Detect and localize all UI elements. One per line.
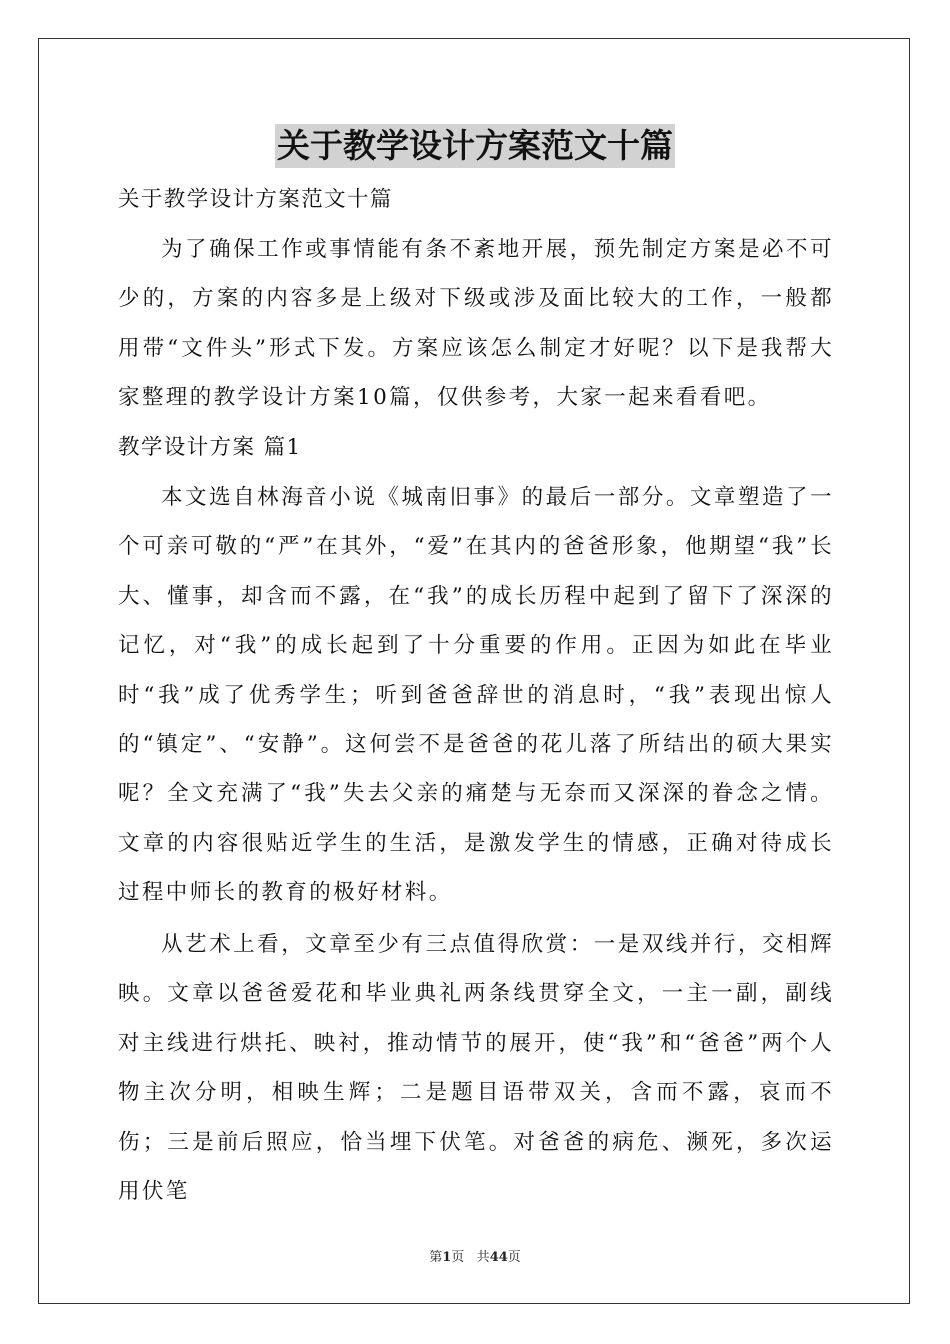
intro-paragraph: 为了确保工作或事情能有条不紊地开展，预先制定方案是必不可少的，方案的内容多是上级对下级或涉及面比较大的工作，一般都用带“文件头”形式下发。方案应该怎么制定才好呢？以下是我帮大家整理的教学设计方案10篇，仅供参考，大家一起来看看吧。 [118,237,834,411]
total-pages: 44 [489,1250,508,1265]
document-subtitle: 关于教学设计方案范文十篇 [118,187,393,212]
total-label-suffix: 页 [507,1250,521,1265]
body-paragraph-2: 从艺术上看，文章至少有三点值得欣赏：一是双线并行，交相辉映。文章以爸爸爱花和毕业典礼两条线贯穿全文，一主一副，副线对主线进行烘托、映衬，推动情节的展开，使“我”和“爸爸”两个人物主次分明，相映生辉；二是题目语带双关，含而不露，哀而不伤；三是前后照应，恰当埋下伏笔。对爸爸的病危、濒死，多次运用伏笔 [118,932,834,1205]
section-heading: 教学设计方案 篇1 [118,435,302,460]
page-label-suffix: 页 [451,1250,465,1265]
title-container [0,124,950,168]
page-label-prefix: 第 [429,1250,443,1265]
page-footer [0,1246,950,1265]
total-label-prefix: 共 [476,1250,490,1265]
body-paragraph-1: 本文选自林海音小说《城南旧事》的最后一部分。文章塑造了一个可亲可敬的“严”在其外，“爱”在其内的爸爸形象，他期望“我”长大、懂事，却含而不露，在“我”的成长历程中起到了留下了深深的记忆，对“我”的成长起到了十分重要的作用。正因为如此在毕业时“我”成了优秀学生；听到爸爸辞世的消息时，“我”表现出惊人的“镇定”、“安静”。这何尝不是爸爸的花儿落了所结出的硕大果实呢？全文充满了“我”失去父亲的痛楚与无奈而又深深的眷念之情。文章的内容很贴近学生的生活，是激发学生的情感，正确对待成长过程中师长的教育的极好材料。 [118,485,834,906]
page-number: 1 [442,1250,452,1265]
document-title: 关于教学设计方案范文十篇 [275,124,675,168]
